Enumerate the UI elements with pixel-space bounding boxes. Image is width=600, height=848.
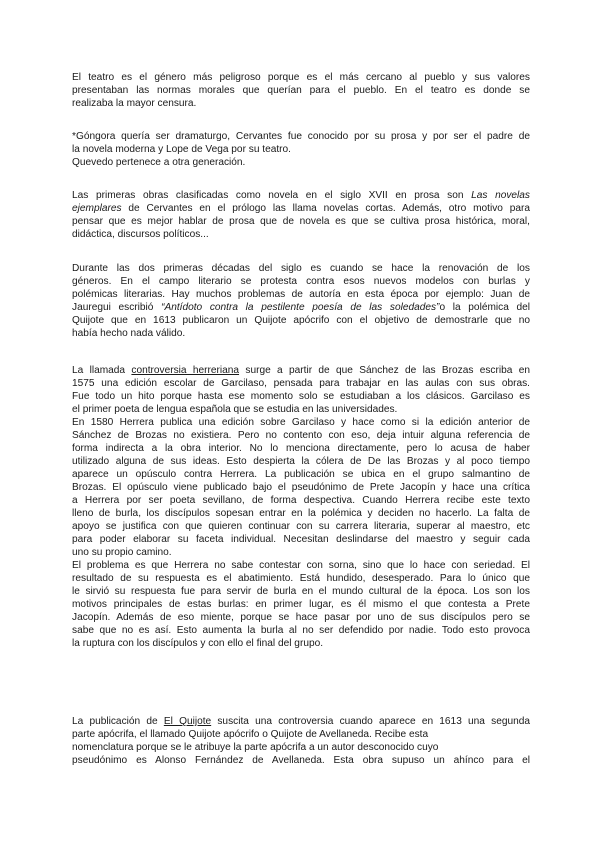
text-line: Fue todo un hito porque hasta ese momento solo se estudiaban a los clásicos. Garcilaso es [72, 391, 530, 402]
text-line [72, 189, 530, 202]
text-line: Sánchez de Brozas no existiera. Pero no contento con eso, deja intuir alguna referencia de [72, 430, 530, 441]
paragraph-controversia-herreriana [72, 364, 530, 650]
text-line: lleno de burla, los discípulos sopesan entrar en la polémica y deciden no hacerlo. La falta de [72, 508, 530, 519]
text-line: didáctica, discursos políticos... [72, 229, 209, 240]
text-run: Las primeras obras clasificadas como novela en el siglo XVII en prosa son [72, 190, 472, 201]
paragraph-autores-note [72, 130, 530, 169]
text-line: nomenclatura porque se le atribuye la parte apócrifa a un autor desconocido cuyo [72, 742, 439, 753]
text-run: Jauregui escribió [72, 302, 162, 313]
text-line: uno su propio camino. [72, 547, 172, 558]
text-line: *Góngora quería ser dramaturgo, Cervantes fue conocido por su prosa y por ser el padre de [72, 131, 530, 142]
text-line [72, 301, 530, 314]
text-line: géneros. En el campo literario se protesta contra esos nuevos modelos con burlas y [72, 276, 530, 287]
paragraph-quijote [72, 715, 530, 767]
text-line: había hecho nada válido. [72, 328, 186, 339]
text-line: pensar que es mejor hablar de prosa que de novela es que se cultiva prosa histórica, moral, [72, 216, 530, 227]
text-line: Quijote que en 1613 publicaron un Quijote apócrifo con el objetivo de demostrarle que no [72, 315, 530, 326]
text-line: a Herrera por ser poeta sevillano, de forma despectiva. Cuando Herrera recibe este texto [72, 495, 530, 506]
text-line: sabe que no es así. Esto aumenta la burla al no ser defendido por nadie. Todo esto provoca [72, 625, 530, 636]
text-run: La publicación de [72, 716, 164, 727]
text-line: Brozas. El opúsculo viene publicado bajo el pseudónimo de Prete Jacopín y hace una crítica [72, 482, 530, 493]
text-run: o la polémica del [439, 302, 531, 313]
paragraph-teatro [72, 71, 530, 110]
text-line: para poder elaborar su faceta individual. Necesitan deslindarse del maestro y seguir cada [72, 534, 530, 545]
link-el-quijote[interactable]: El Quijote [163, 716, 212, 727]
text-line [72, 202, 530, 215]
text-line: pseudónimo es Alonso Fernández de Avellaneda. Esta obra supuso un ahínco para el [72, 755, 530, 766]
text-line: aparece un opúsculo contra Herrera. La publicación se ubica en el grupo salmantino de [72, 469, 530, 480]
text-run: La llamada [72, 365, 132, 376]
text-line: El problema es que Herrera no sabe contestar con sorna, sino que lo hace con seriedad. El [72, 560, 530, 571]
text-line: polémicas literarias. Hay muchos problemas de autoría en esta época por ejemplo: Juan de [72, 289, 530, 300]
book-title-novelas-ejemplares: Las novelas [471, 190, 530, 201]
text-line: El teatro es el género más peligroso porque es el más cercano al pueblo y sus valores [72, 72, 530, 83]
text-line: la novela moderna y Lope de Vega por su teatro. [72, 144, 291, 155]
text-line: la ruptura con los discípulos y con ello el final del grupo. [72, 638, 324, 649]
text-line: Jacopín. Además de eso miente, porque se hace pasar por uno de sus discípulos pero se [72, 612, 530, 623]
text-line: resultado de su respuesta es el abatimiento. Está hundido, desesperado. Para lo único que [72, 573, 530, 584]
text-line: el primer poeta de lengua española que se estudia en las universidades. [72, 404, 398, 415]
text-line: En 1580 Herrera publica una edición sobre Garcilaso y hace como si la edición anterior de [72, 417, 530, 428]
text-line: presentaban las normas morales que querían para el pueblo. En el teatro es donde se [72, 85, 530, 96]
text-run: suscita una controversia cuando aparece en 1613 una segunda [211, 716, 530, 727]
text-line: utilizado alguna de sus ideas. Esto despierta la cólera de De las Brozas y al poco tiempo [72, 456, 530, 467]
book-title-novelas-ejemplares-cont: ejemplares [72, 203, 122, 214]
link-controversia-herreriana[interactable]: controversia herreriana [131, 365, 240, 376]
text-run: surge a partir de que Sánchez de las Brozas escriba en [239, 365, 530, 376]
text-line [72, 364, 530, 377]
text-line: Durante las dos primeras décadas del siglo es cuando se hace la renovación de los [72, 263, 530, 274]
text-line: Quevedo pertenece a otra generación. [72, 157, 246, 168]
quoted-title-antidoto: “Antídoto contra la pestilente poesía de las soledades” [161, 302, 440, 313]
text-line [72, 715, 530, 728]
text-line: motivos principales de estas burlas: en primer lugar, es él mismo el que contesta a Prete [72, 599, 530, 610]
text-line: apoyo se justifica con que quieren continuar con su carrera literaria, superar al maestro, etc [72, 521, 530, 532]
text-line: realizaba la mayor censura. [72, 98, 197, 109]
text-line: le sirvió su respuesta fue para servir de burla en el mundo cultural de la época. Los son los [72, 586, 530, 597]
paragraph-novela [72, 189, 530, 241]
paragraph-renovacion [72, 262, 530, 340]
text-line: 1575 una edición escolar de Garcilaso, pensada para trabajar en las aulas con sus obras. [72, 378, 530, 389]
text-line: forma indirecta a la obra interior. No lo menciona directamente, pero lo acusa de haber [72, 443, 530, 454]
text-line: parte apócrifa, el llamado Quijote apócrifo o Quijote de Avellaneda. Recibe esta [72, 729, 429, 740]
text-run: de Cervantes en el prólogo las llama novelas cortas. Además, otro motivo para [121, 203, 530, 214]
